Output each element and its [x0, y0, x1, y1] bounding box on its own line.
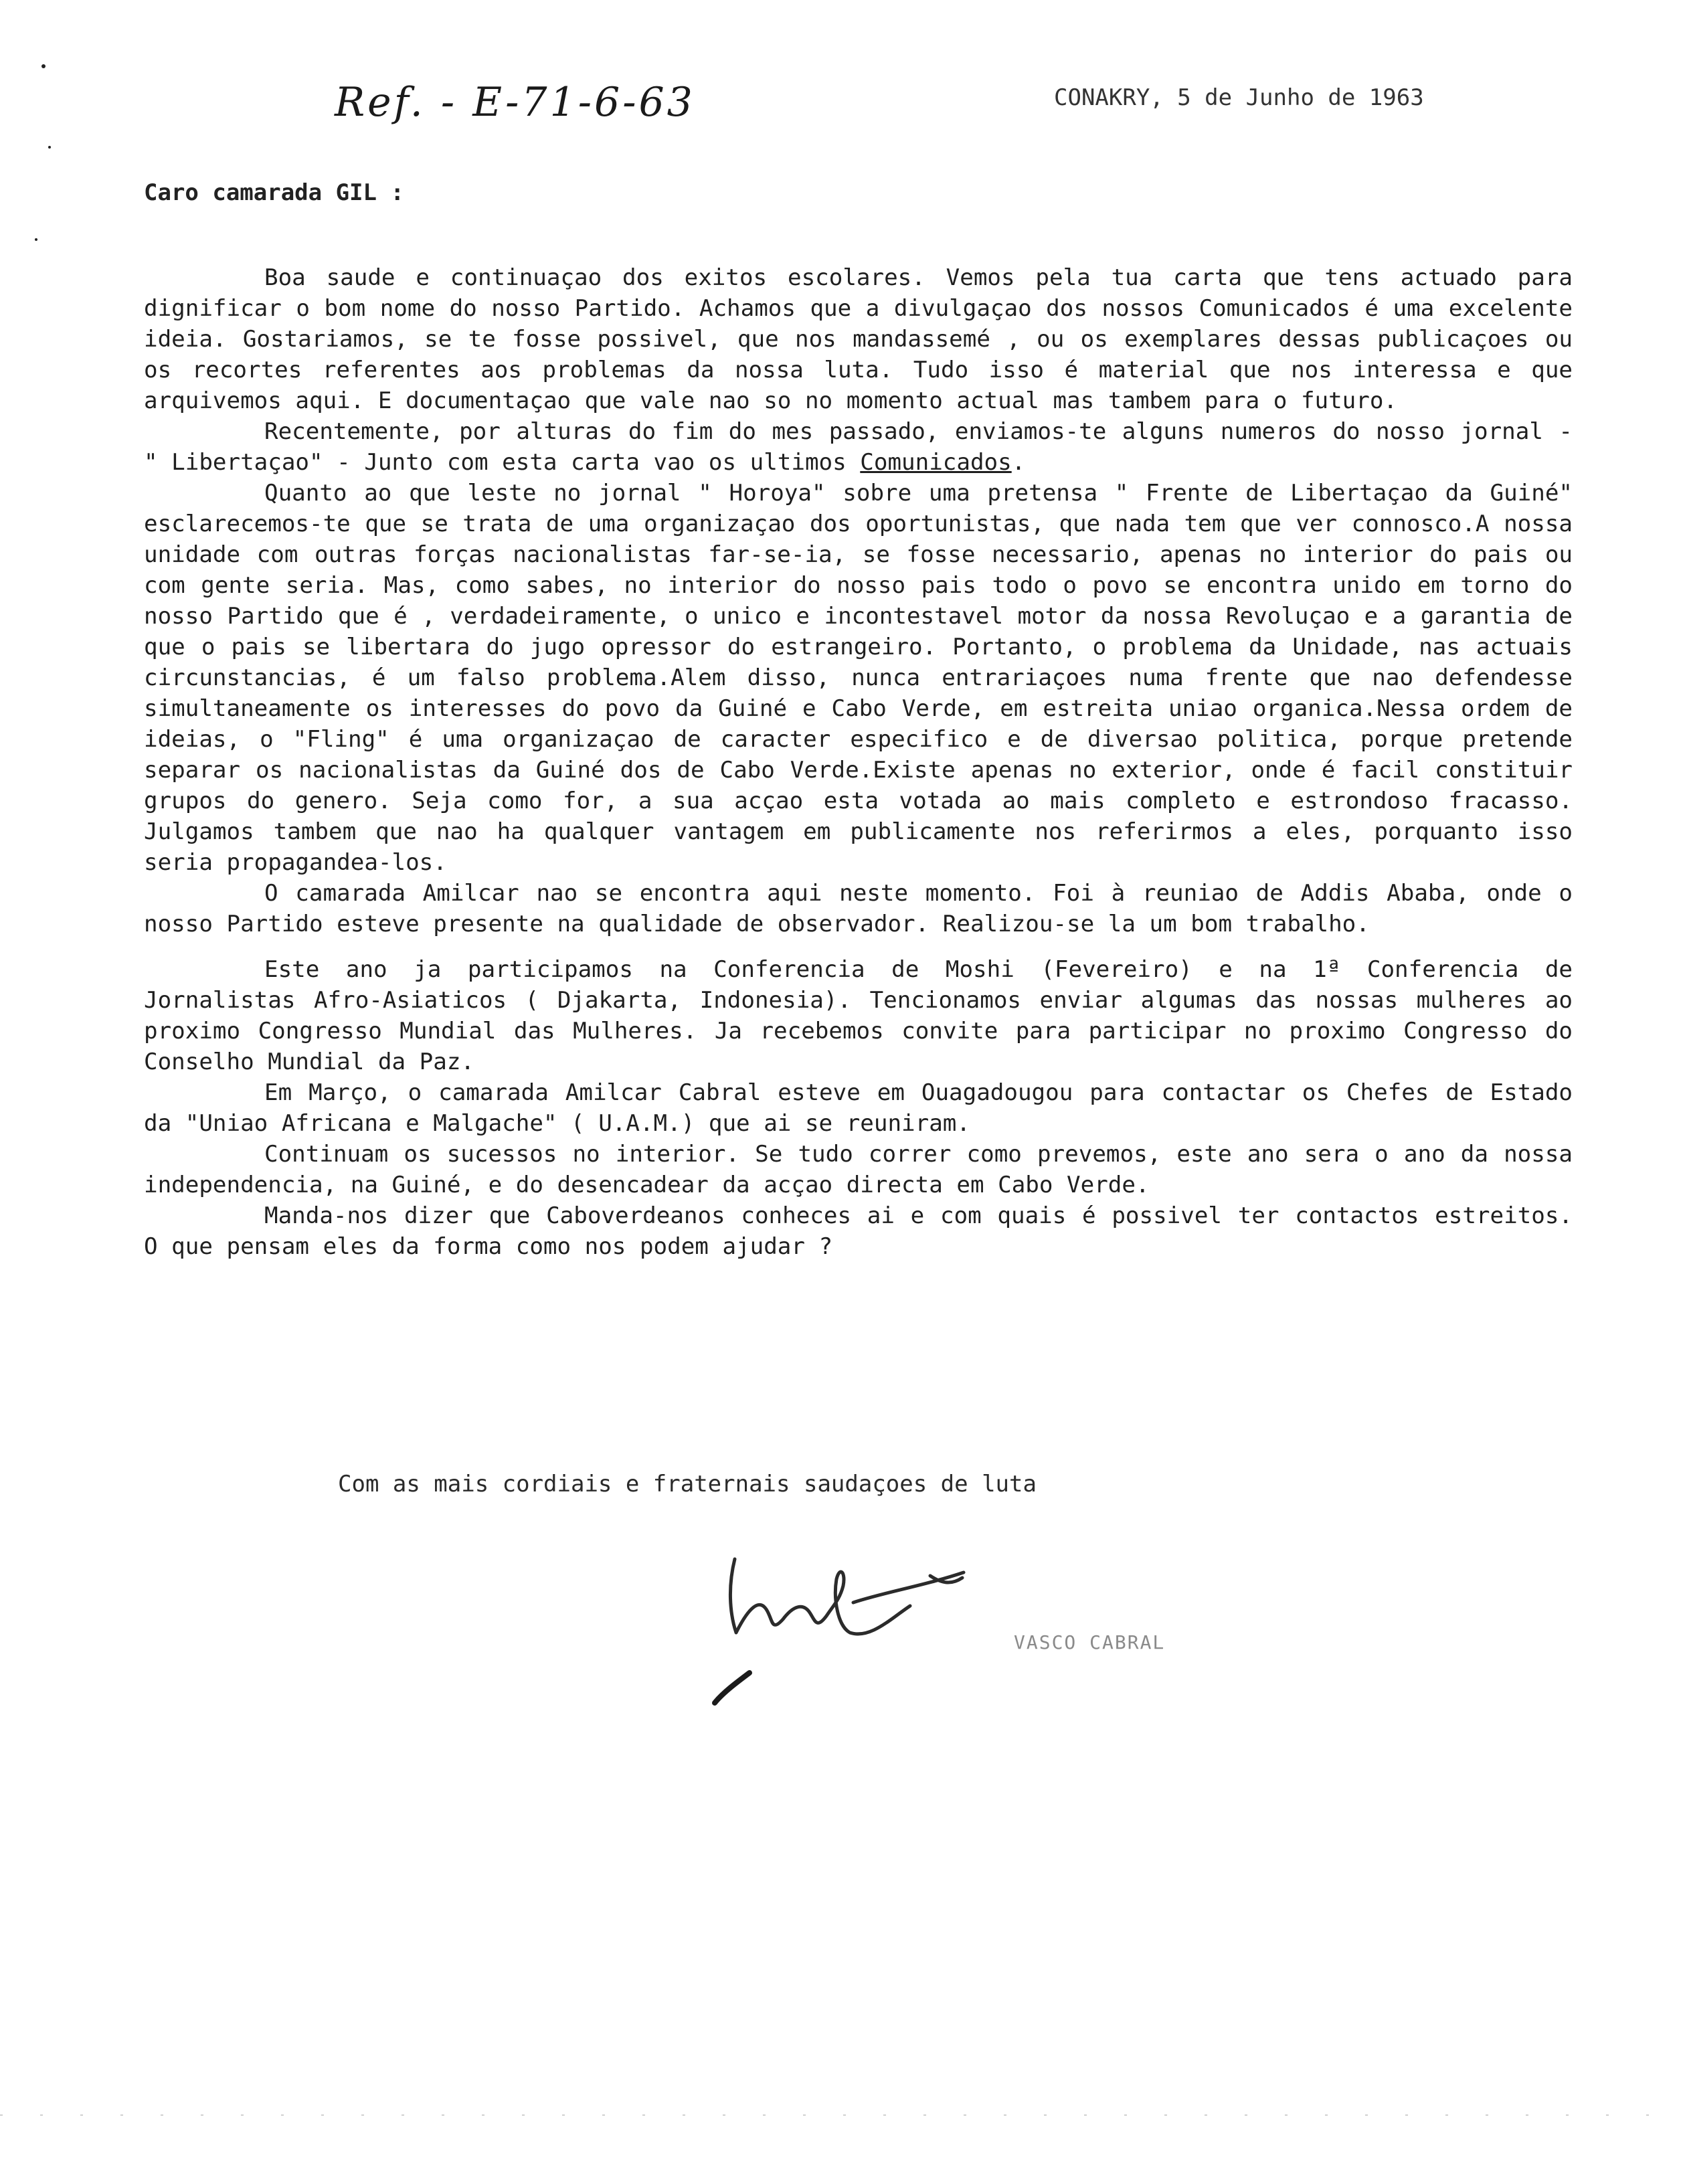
paragraph-text: Recentemente, por alturas do fim do mes passado, enviamos-te alguns numeros do nosso jornal - " Libertaçao" - Junto com esta carta vao os ultimos [144, 418, 1573, 476]
paragraph [144, 1200, 1573, 1262]
paragraph [144, 954, 1573, 1077]
salutation: Caro camarada GIL : [144, 179, 404, 206]
underlined-text: Comunicados [860, 449, 1012, 476]
paragraph [144, 1077, 1573, 1139]
paragraph-text-end: . [1011, 449, 1026, 476]
signer-name: VASCO CABRAL [1014, 1631, 1166, 1653]
paragraph-text: Manda-nos dizer que Caboverdeanos conheces ai e com quais é possivel ter contactos estreitos. O que pensam eles da forma como nos podem ajudar ? [144, 1202, 1573, 1260]
paragraph [144, 478, 1573, 878]
paragraph [144, 416, 1573, 478]
paragraph-text: O camarada Amilcar nao se encontra aqui neste momento. Foi à reuniao de Addis Ababa, onde o nosso Partido esteve presente na qualidade de observador. Realizou-se la um bom trabalho. [144, 880, 1573, 937]
handwritten-reference: Ref. - E-71-6-63 [335, 79, 695, 126]
handwritten-signature [709, 1539, 990, 1713]
scan-speck [41, 64, 46, 68]
paragraph-text: Continuam os sucessos no interior. Se tudo correr como prevemos, este ano sera o ano da nossa independencia, na Guiné, e do desencadear da acçao directa em Cabo Verde. [144, 1141, 1573, 1198]
paragraph-text: Quanto ao que leste no jornal " Horoya" sobre uma pretensa " Frente de Libertaçao da Guiné" esclarecemos-te que se trata de uma organizaçao dos oportunistas, que nada tem que ver connosco.A nossa unidade com outras forças nacionalistas far-se-ia, se fosse necessario, apenas no interior do pais ou com gente seria. Mas, como sabes, no interior do nosso pais todo o povo se encontra unido em torno do nosso Partido que é , verdadeiramente, o unico e incontestavel motor da nossa Revoluçao e a garantia de que o pais se libertara do jugo opressor do estrangeiro. Portanto, o problema da Unidade, nas actuais circunstancias, é um falso problema.Alem disso, nunca entrariaçoes numa frente que nao defendesse simultaneamente os interesses do povo da Guiné e Cabo Verde, em estreita uniao organica.Nessa ordem de ideias, o "Fling" é uma organizaçao de caracter especifico e de diversao politica, porque pretende separar os nacionalistas da Guiné dos de Cabo Verde.Existe apenas no exterior, onde é facil constituir grupos do genero. Seja como for, a sua acçao esta votada ao mais completo e estrondoso fracasso. Julgamos tambem que nao ha qualquer vantagem em publicamente nos referirmos a eles, porquanto isso seria propagandea-los. [144, 480, 1573, 876]
closing-line: Com as mais cordiais e fraternais saudaçoes de luta [338, 1471, 1037, 1497]
paragraph [144, 1139, 1573, 1200]
scan-speck [48, 146, 51, 149]
paragraph-text: Boa saude e continuaçao dos exitos escolares. Vemos pela tua carta que tens actuado para dignificar o bom nome do nosso Partido. Achamos que a divulgaçao dos nossos Comunicados é uma excelente ideia. Gostariamos, se te fosse possivel, que nos mandassemé , ou os exemplares dessas publicaçoes ou os recortes referentes aos problemas da nossa luta. Tudo isso é material que nos interessa e que arquivemos aqui. E documentaçao que vale nao so no momento actual mas tambem para o futuro. [144, 264, 1573, 414]
paragraph-text: Este ano ja participamos na Conferencia de Moshi (Fevereiro) e na 1ª Conferencia de Jornalistas Afro-Asiaticos ( Djakarta, Indonesia). Tencionamos enviar algumas das nossas mulheres ao proximo Congresso Mundial das Mulheres. Ja recebemos convite para participar no proximo Congresso do Conselho Mundial da Paz. [144, 956, 1573, 1075]
paragraph [144, 878, 1573, 939]
paragraph-text: Em Março, o camarada Amilcar Cabral esteve em Ouagadougou para contactar os Chefes de Estado da "Uniao Africana e Malgache" ( U.A.M.) que ai se reuniram. [144, 1079, 1573, 1137]
dateline: CONAKRY, 5 de Junho de 1963 [1054, 84, 1424, 111]
paragraph [144, 262, 1573, 416]
scan-speck [35, 238, 37, 241]
scan-edge [0, 2114, 1681, 2116]
letter-body [144, 262, 1573, 1262]
